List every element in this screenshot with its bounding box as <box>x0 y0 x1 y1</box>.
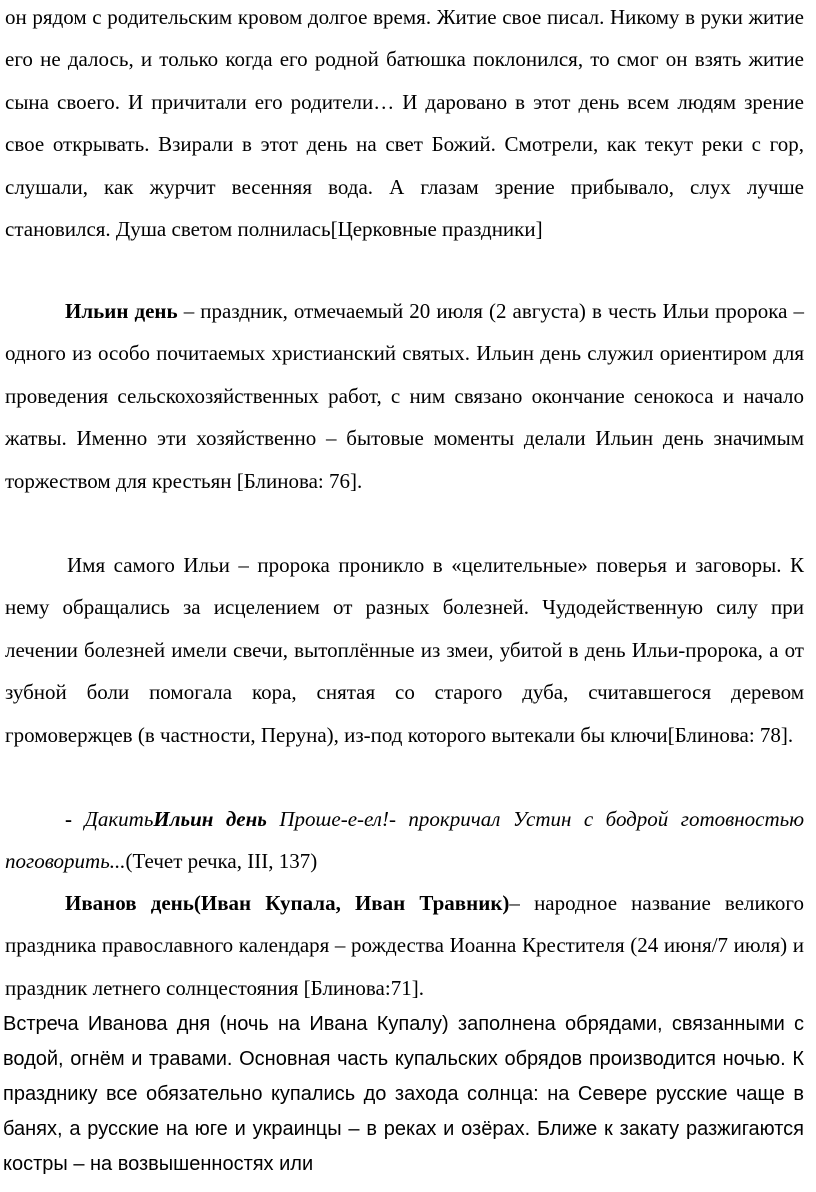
paragraph-text: Встреча Иванова дня (ночь на Ивана Купалу) заполнена обрядами, связанными с водой, огнём и травами. Основная часть купальских обрядов производится ночью. К празднику все обязательно купались до захода солнца: на Севере русские чаще в банях, а русские на юге и украинцы – в реках и озёрах. Ближе к закату разжигаются костры – на возвышенностях или <box>3 1013 804 1175</box>
paragraph-ilyin-day <box>0 290 816 502</box>
paragraph-text: – народное название великого праздника православного календаря – рождества Иоанна Крестителя (24 июня/7 июля) и праздник летнего солнцестояния [Блинова:71]. <box>5 891 804 1000</box>
paragraph-literary-example <box>0 798 816 883</box>
quote-end: Проше-е-ел!- прокричал Устин с бодрой готовностью поговорить... <box>5 807 805 874</box>
paragraph-text: он рядом с родительским кровом долгое время. Житие свое писал. Никому в руки житие его не далось, и только когда его родной батюшка поклонился, то смог он взять житие сына своего. И причитали его родители… И даровано в этот день всем людям зрение свое открывать. Взирали в этот день на свет Божий. Смотрели, как текут реки с гор, слушали, как журчит весенняя вода. А глазам зрение прибывало, слух лучше становился. Душа светом полнилась[Церковные праздники] <box>5 5 804 242</box>
quote-dash: - <box>65 807 85 831</box>
quote-source: (Течет речка, III, 137) <box>125 849 318 874</box>
quote-term: Ильин день <box>153 807 267 831</box>
paragraph-text: – праздник, отмечаемый 20 июля (2 августа) в честь Ильи пророка – одного из особо почитаемых христианский святых. Ильин день служил ориентиром для проведения сельскохозяйственных работ, с ним связано окончание сенокоса и начало жатвы. Именно эти хозяйственно – бытовые моменты делали Ильин день значимым торжеством для крестьян [Блинова: 76]. <box>5 299 805 493</box>
paragraph-legend-ending <box>0 0 816 250</box>
paragraph-ivanov-day <box>0 882 816 1009</box>
paragraph-ilya-healing <box>0 544 816 756</box>
paragraph-text: Имя самого Ильи – пророка проникло в «целительные» поверья и заговоры. К нему обращались за исцелением от разных болезней. Чудодейственную силу при лечении болезней имели свечи, вытоплённые из змеи, убитой в день Ильи-пророка, а от зубной боли помогала кора, снятая со старого дуба, считавшегося деревом громовержцев (в частности, Перуна), из-под которого вытекали бы ключи[Блинова: 78]. <box>5 553 804 747</box>
term-ivanov-day: Иванов день(Иван Купала, Иван Травник) <box>65 891 510 915</box>
paragraph-kupala-rites <box>0 1007 816 1182</box>
quote-start: Дакить <box>84 807 154 831</box>
term-ilyin-day: Ильин день <box>65 299 178 323</box>
